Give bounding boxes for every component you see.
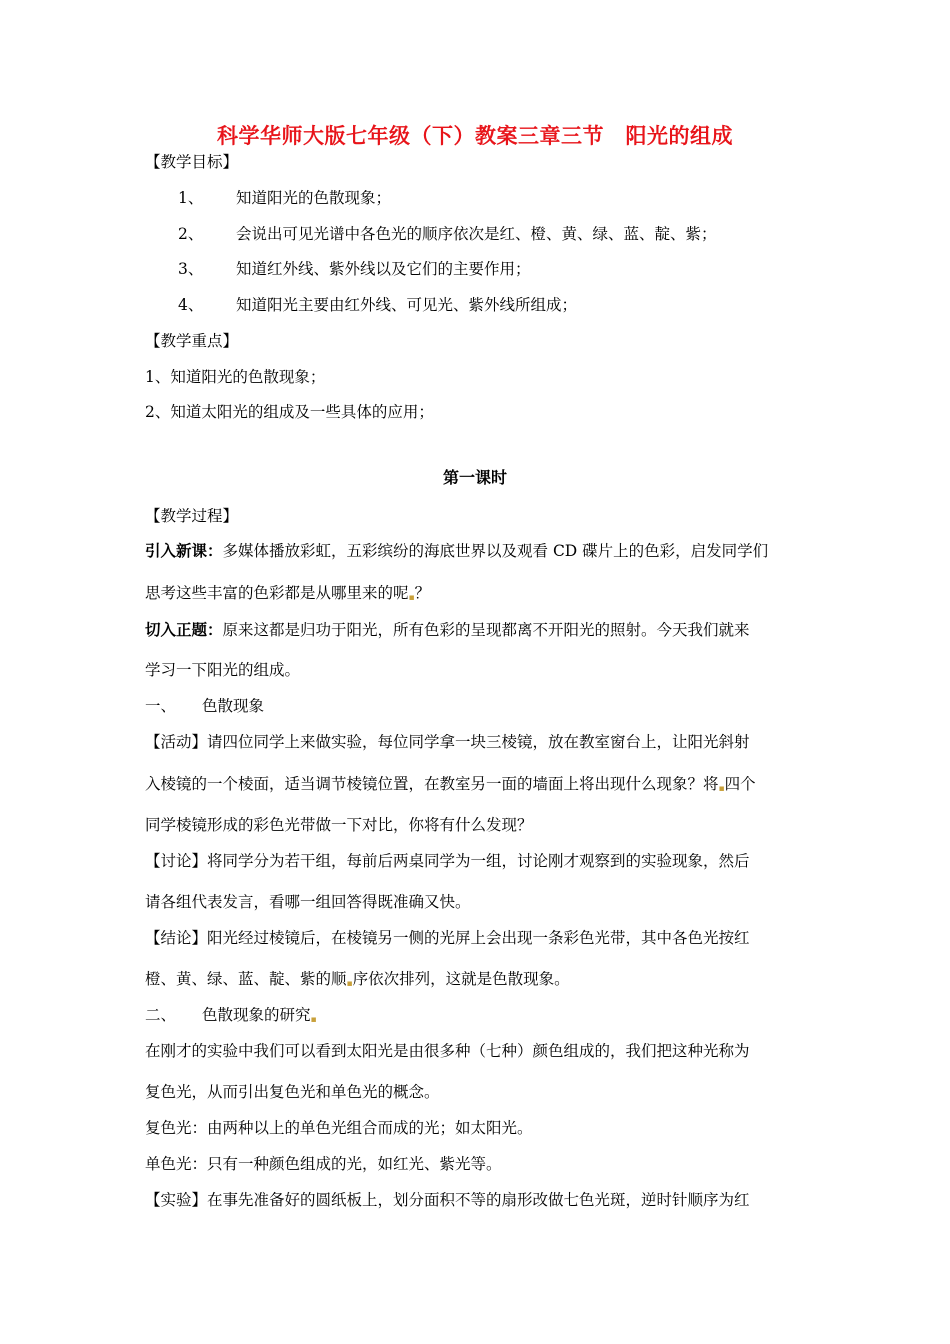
goal-number: 3、 bbox=[178, 260, 204, 278]
activity-text: 入棱镜的一个棱面，适当调节棱镜位置，在教室另一面的墙面上将出现什么现象？将 bbox=[145, 775, 719, 793]
mono-light-definition: 单色光：只有一种颜色组成的光，如红光、紫光等。 bbox=[145, 1155, 502, 1173]
paragraph-line: 在刚才的实验中我们可以看到太阳光是由很多种（七种）颜色组成的，我们把这种光称为 bbox=[145, 1042, 750, 1060]
activity-line: 同学棱镜形成的彩色光带做一下对比，你将有什么发现？ bbox=[145, 816, 533, 834]
goal-item bbox=[178, 188, 391, 208]
conclusion-line: 【结论】阳光经过棱镜后，在棱镜另一侧的光屏上会出现一条彩色光带，其中各色光按红 bbox=[145, 929, 750, 947]
activity-line bbox=[145, 774, 756, 799]
section-number: 一、 bbox=[145, 697, 177, 715]
topic-line: 学习一下阳光的组成。 bbox=[145, 661, 301, 679]
conclusion-text: 序依次排列，这就是色散现象。 bbox=[352, 970, 570, 988]
document-title: 科学华师大版七年级（下）教案三章三节 阳光的组成 bbox=[217, 124, 733, 148]
lesson-title: 第一课时 bbox=[442, 468, 507, 487]
marker-dot: ▪ bbox=[346, 979, 353, 989]
section-heading bbox=[145, 696, 264, 716]
goal-item bbox=[178, 295, 577, 315]
goal-number: 4、 bbox=[178, 296, 204, 314]
goal-number: 2、 bbox=[178, 225, 204, 243]
goal-item bbox=[178, 224, 717, 244]
intro-line bbox=[145, 583, 430, 608]
goal-number: 1、 bbox=[178, 189, 204, 207]
activity-line: 【活动】请四位同学上来做实验，每位同学拿一块三棱镜，放在教室窗台上，让阳光斜射 bbox=[145, 733, 750, 751]
section-number: 二、 bbox=[145, 1006, 177, 1024]
intro-line bbox=[145, 541, 768, 561]
marker-dot: ▪ bbox=[310, 1015, 317, 1025]
topic-label: 切入正题： bbox=[145, 620, 223, 639]
goal-text: 会说出可见光谱中各色光的顺序依次是红、橙、黄、绿、蓝、靛、紫； bbox=[236, 225, 717, 243]
discussion-line: 请各组代表发言，看哪一组回答得既准确又快。 bbox=[145, 893, 471, 911]
topic-line bbox=[145, 620, 750, 640]
intro-text: 多媒体播放彩虹，五彩缤纷的海底世界以及观看 CD 碟片上的色彩，启发同学们 bbox=[222, 542, 769, 560]
goal-text: 知道阳光的色散现象； bbox=[236, 189, 392, 207]
topic-text: 原来这都是归功于阳光，所有色彩的呈现都离不开阳光的照射。今天我们就来 bbox=[222, 621, 750, 639]
goal-text: 知道阳光主要由红外线、可见光、紫外线所组成； bbox=[236, 296, 578, 314]
marker-dot: ▪ bbox=[408, 593, 415, 603]
marker-dot: ▪ bbox=[718, 784, 725, 794]
discussion-line: 【讨论】将同学分为若干组，每前后两桌同学为一组，讨论刚才观察到的实验现象，然后 bbox=[145, 852, 750, 870]
section-heading bbox=[145, 1005, 317, 1030]
paragraph-line: 复色光，从而引出复色光和单色光的概念。 bbox=[145, 1083, 440, 1101]
keypoints-heading: 【教学重点】 bbox=[145, 332, 239, 350]
intro-text-end: ？ bbox=[414, 584, 431, 602]
section-text: 色散现象 bbox=[202, 697, 265, 715]
intro-label: 引入新课： bbox=[145, 541, 223, 560]
goal-item bbox=[178, 259, 531, 279]
intro-text: 思考这些丰富的色彩都是从哪里来的呢 bbox=[145, 584, 409, 602]
conclusion-text: 橙、黄、绿、蓝、靛、紫的顺 bbox=[145, 970, 347, 988]
experiment-line: 【实验】在事先准备好的圆纸板上，划分面积不等的扇形改做七色光斑，逆时针顺序为红 bbox=[145, 1191, 750, 1209]
process-heading: 【教学过程】 bbox=[145, 507, 239, 525]
activity-text: 四个 bbox=[724, 775, 756, 793]
goals-heading: 【教学目标】 bbox=[145, 153, 239, 171]
goal-text: 知道红外线、紫外线以及它们的主要作用； bbox=[236, 260, 531, 278]
compound-light-definition: 复色光：由两种以上的单色光组合而成的光；如太阳光。 bbox=[145, 1119, 533, 1137]
conclusion-line bbox=[145, 969, 570, 994]
section-text: 色散现象的研究 bbox=[202, 1006, 311, 1024]
keypoint-item: 2、知道太阳光的组成及一些具体的应用； bbox=[145, 403, 434, 421]
keypoint-item: 1、知道阳光的色散现象； bbox=[145, 368, 326, 386]
